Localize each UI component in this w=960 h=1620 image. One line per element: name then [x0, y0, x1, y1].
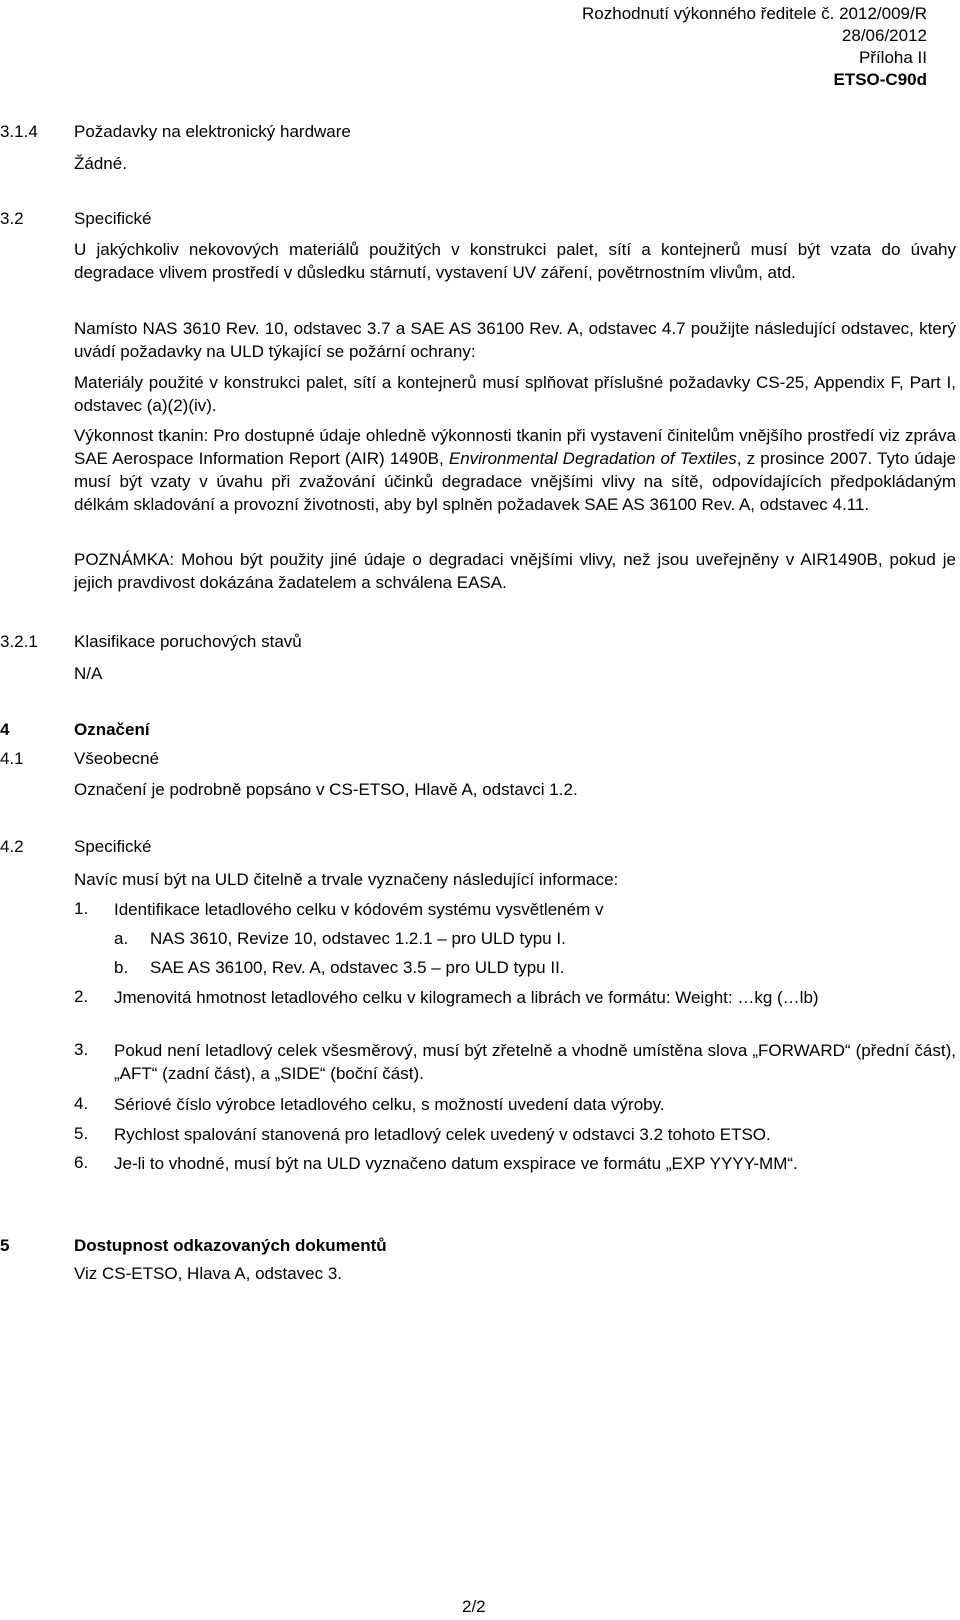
section-text-3-2-1: N/A — [74, 664, 103, 683]
page-header — [582, 3, 927, 91]
header-date: 28/06/2012 — [841, 26, 927, 45]
section-title-3-2-1: Klasifikace poruchových stavů — [74, 632, 302, 651]
paragraph-materials: U jakýchkoliv nekovových materiálů použitých v konstrukci palet, sítí a kontejnerů musí být vzata do úvahy degradace vlivem prostředí v důsledku stárnutí, vystavení UV záření, povětrnostním vlivům, atd. — [74, 240, 956, 282]
list-item-number: 6. — [74, 1153, 89, 1172]
list-item-text: Identifikace letadlového celku v kódovém systému vysvětleném v — [114, 900, 604, 919]
list-item-text: Je-li to vhodné, musí být na ULD vyznačeno datum exspirace ve formátu „EXP YYYY-MM“. — [114, 1154, 798, 1173]
section-title-5: Dostupnost odkazovaných dokumentů — [74, 1236, 387, 1255]
textile-text-c: , z prosince 2007. Tyto údaje musí být vzaty v úvahu při zvažování účinků degradace vnějšími vlivy na sítě, odpovídajících předpokládaným délkám skladování a provozní životnosti, aby byl splněn požadavek SAE AS 36100 Rev. A, odstavec 4.11. — [74, 449, 956, 514]
section-text-5: Viz CS-ETSO, Hlava A, odstavec 3. — [74, 1264, 343, 1283]
textile-text-a: Výkonnost tkanin: Pro dostupné údaje ohledně výkonnosti tkanin při vystavení činitelům vnějšího prostředí viz zpráva SAE Aerospace Information Report (AIR) 1490B, — [74, 426, 956, 468]
section-number-3-2: 3.2 — [0, 209, 24, 228]
paragraph-note: POZNÁMKA: Mohou být použity jiné údaje o degradaci vnějšími vlivy, než jsou uveřejněny v AIR1490B, pokud je jejich pravdivost dokázána žadatelem a schválena EASA. — [74, 550, 956, 592]
list-item-text: Sériové číslo výrobce letadlového celku, s možností uvedení data výroby. — [114, 1095, 665, 1114]
sublist-item-text: NAS 3610, Revize 10, odstavec 1.2.1 – pro ULD typu I. — [150, 929, 566, 948]
paragraph-cs25: Materiály použité v konstrukci palet, sítí a kontejnerů musí splňovat příslušné požadavky CS-25, Appendix F, Part I, odstavec (a)(2)(iv). — [74, 373, 956, 415]
paragraph-textile-performance — [74, 424, 956, 516]
list-item-number: 4. — [74, 1094, 89, 1113]
section-number-3-1-4: 3.1.4 — [0, 122, 38, 141]
header-etso: ETSO-C90d — [833, 70, 927, 89]
textile-report-title: Environmental Degradation of Textiles — [448, 449, 737, 468]
section-number-4-2: 4.2 — [0, 837, 24, 856]
section-number-4: 4 — [0, 720, 10, 739]
sublist-item-text: SAE AS 36100, Rev. A, odstavec 3.5 – pro ULD typu II. — [150, 958, 565, 977]
page-number: 2/2 — [462, 1597, 486, 1616]
section-title-3-2: Specifické — [74, 209, 152, 228]
header-annex: Příloha II — [858, 48, 927, 67]
section-text-4-1: Označení je podrobně popsáno v CS-ETSO, Hlavě A, odstavci 1.2. — [74, 780, 578, 799]
section-text-3-1-4: Žádné. — [74, 154, 127, 173]
section-title-3-1-4: Požadavky na elektronický hardware — [74, 122, 351, 141]
section-number-4-1: 4.1 — [0, 749, 24, 768]
list-item-text: Rychlost spalování stanovená pro letadlový celek uvedený v odstavci 3.2 tohoto ETSO. — [114, 1125, 771, 1144]
list-item-text: Pokud není letadlový celek všesměrový, musí být zřetelně a vhodně umístěna slova „FORWARD“ (přední část), „AFT“ (zadní část), a „SIDE“ (boční část). — [114, 1041, 956, 1083]
list-item-number: 5. — [74, 1124, 89, 1143]
section-title-4: Označení — [74, 720, 150, 739]
list-item-number: 1. — [74, 899, 89, 918]
section-number-5: 5 — [0, 1236, 10, 1255]
header-decision: Rozhodnutí výkonného ředitele č. 2012/009/R — [582, 4, 927, 23]
sublist-item-number: a. — [114, 929, 129, 948]
section-title-4-2: Specifické — [74, 837, 152, 856]
section-title-4-1: Všeobecné — [74, 749, 160, 768]
list-item-text: Jmenovitá hmotnost letadlového celku v kilogramech a librách ve formátu: Weight: …kg (…lb) — [114, 988, 819, 1007]
section-number-3-2-1: 3.2.1 — [0, 632, 38, 651]
list-item-number: 3. — [74, 1040, 89, 1059]
list-item-number: 2. — [74, 987, 89, 1006]
sublist-item-number: b. — [114, 958, 129, 977]
section-intro-4-2: Navíc musí být na ULD čitelně a trvale vyznačeny následující informace: — [74, 870, 619, 889]
paragraph-instead-of: Namísto NAS 3610 Rev. 10, odstavec 3.7 a SAE AS 36100 Rev. A, odstavec 4.7 použijte následující odstavec, který uvádí požadavky na ULD týkající se požární ochrany: — [74, 319, 956, 361]
